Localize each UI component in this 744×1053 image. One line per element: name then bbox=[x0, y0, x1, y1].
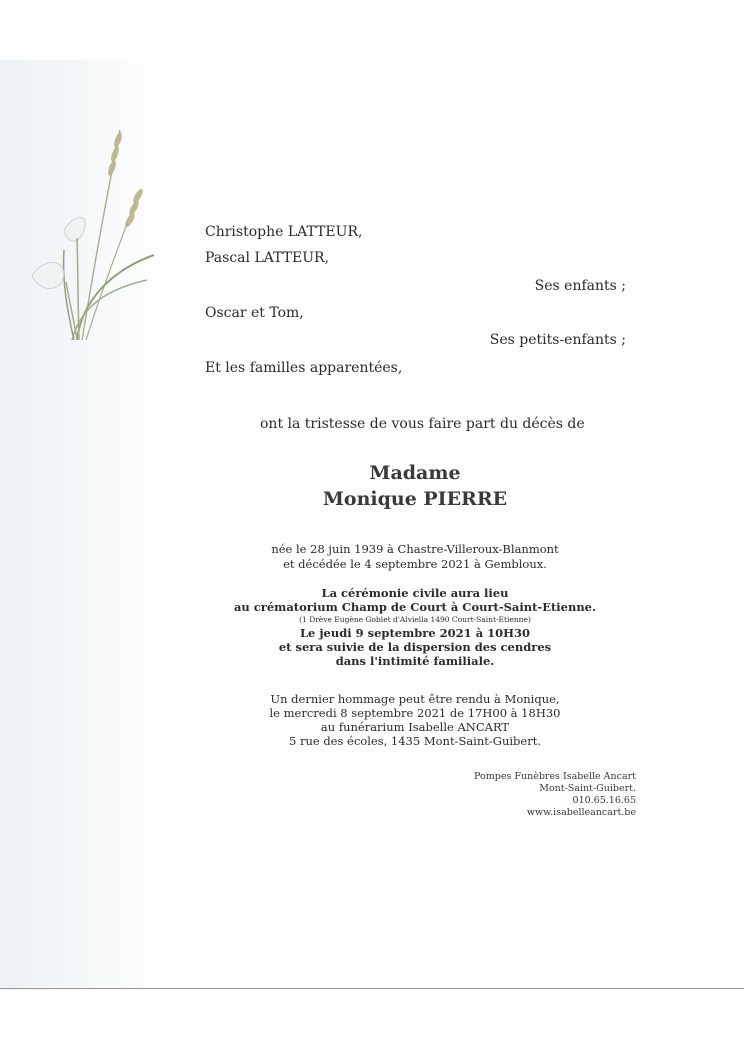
ceremony-line5: dans l'intimité familiale. bbox=[335, 654, 495, 668]
ceremony-line1: La cérémonie civile aura lieu bbox=[321, 586, 509, 600]
tribute-line1: Un dernier hommage peut être rendu à Monique, bbox=[270, 692, 560, 706]
page-edge-divider bbox=[0, 988, 744, 989]
calla-lily-wheat-illustration bbox=[22, 110, 162, 350]
relatives: Et les familles apparentées, bbox=[205, 360, 403, 376]
child-pascal: Pascal LATTEUR, bbox=[205, 250, 330, 266]
announcement-intro: ont la tristesse de vous faire part du décès de bbox=[260, 416, 585, 432]
child-christophe: Christophe LATTEUR, bbox=[205, 224, 363, 240]
ceremony-location: au crématorium Champ de Court à Court-Saint-Etienne. bbox=[233, 600, 596, 614]
funeral-home-city: Mont-Saint-Guibert. bbox=[539, 783, 636, 794]
ceremony-datetime: Le jeudi 9 septembre 2021 à 10H30 bbox=[299, 626, 531, 640]
tribute-line3: au funérarium Isabelle ANCART bbox=[320, 720, 510, 734]
funeral-home-website: www.isabelleancart.be bbox=[526, 807, 636, 818]
funeral-home-name: Pompes Funèbres Isabelle Ancart bbox=[474, 771, 636, 782]
grandchildren-label: Ses petits-enfants ; bbox=[489, 332, 626, 348]
birth-info: née le 28 juin 1939 à Chastre-Villeroux-Blanmont bbox=[271, 542, 559, 556]
grandchildren: Oscar et Tom, bbox=[205, 305, 304, 321]
funeral-home-phone: 010.65.16.65 bbox=[572, 795, 636, 806]
tribute-line4: 5 rue des écoles, 1435 Mont-Saint-Guibert. bbox=[288, 734, 541, 748]
tribute-line2: le mercredi 8 septembre 2021 de 17H00 à 18H30 bbox=[269, 706, 561, 720]
ceremony-line4: et sera suivie de la dispersion des cendres bbox=[278, 640, 552, 654]
children-label: Ses enfants ; bbox=[534, 278, 626, 294]
death-info: et décédée le 4 septembre 2021 à Gembloux. bbox=[283, 557, 547, 571]
deceased-name: Monique PIERRE bbox=[322, 488, 508, 510]
deceased-title: Madame bbox=[369, 462, 461, 484]
ceremony-address: (1 Drève Eugène Goblet d'Alviella 1490 Court-Saint-Etienne) bbox=[299, 615, 531, 624]
